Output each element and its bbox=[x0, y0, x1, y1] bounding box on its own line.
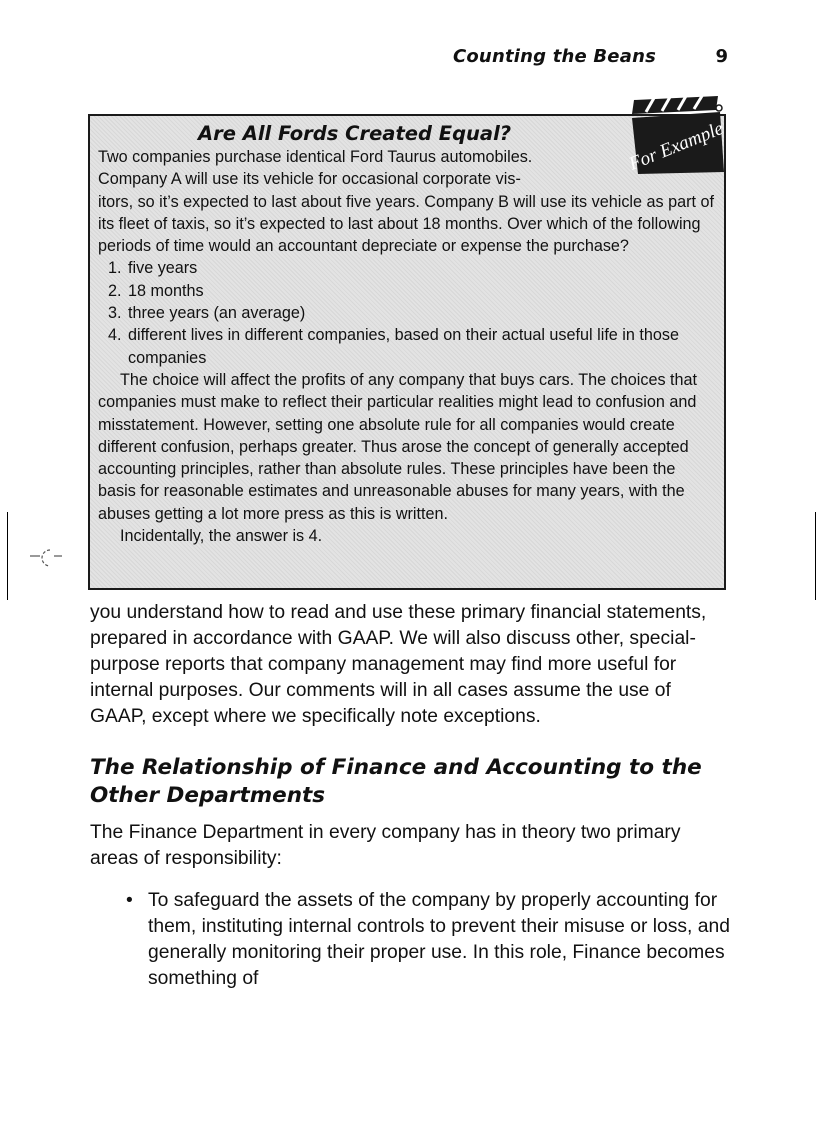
sidebar-explanation: The choice will affect the profits of any company that buys cars. The choices that companies must make to reflect their particular realities might lead to confusion and misstatement. However, setting one absolute rule for all companies would create different confusion, perhaps greater. Thus arose the concept of generally accepted accounting principles, rather than absolute rules. These principles have been the basis for reasonable estimates and unreasonable abuses for many years, with the abuses getting a lot more press as this is written. bbox=[98, 370, 698, 523]
badge-label: For Example bbox=[626, 118, 727, 175]
option-text: five years bbox=[128, 259, 198, 278]
margin-marker-icon bbox=[28, 542, 68, 578]
sidebar-title: Are All Fords Created Equal? bbox=[198, 122, 512, 145]
list-item bbox=[98, 280, 716, 302]
body-paragraph-1: you understand how to read and use these primary financial statements, prepared in accordance with GAAP. We will also discuss other, special-purpose reports that company management may find more useful for internal purposes. Our comments will in all cases assume the use of GAAP, except where we specifically note exceptions. bbox=[90, 602, 707, 727]
option-number: 4. bbox=[108, 326, 122, 345]
page-number: 9 bbox=[715, 46, 728, 67]
main-body bbox=[90, 600, 730, 992]
list-item bbox=[98, 324, 716, 369]
section-heading: The Relationship of Finance and Accounting to the Other Departments bbox=[90, 755, 702, 808]
option-number: 2. bbox=[108, 281, 122, 300]
list-item bbox=[98, 302, 716, 324]
bullet-icon: • bbox=[126, 890, 133, 911]
list-item bbox=[126, 888, 730, 992]
body-paragraph-2: The Finance Department in every company has in theory two primary areas of responsibility: bbox=[90, 822, 681, 869]
sidebar-intro-line-2: Company A will use its vehicle for occasional corporate vis- bbox=[98, 170, 521, 189]
responsibility-list bbox=[90, 888, 730, 992]
list-item bbox=[98, 257, 716, 279]
sidebar-options-list bbox=[98, 257, 716, 368]
bullet-text: To safeguard the assets of the company by properly accounting for them, instituting internal controls to prevent their misuse or loss, and generally monitoring their proper use. In this role, Finance becomes something of bbox=[148, 890, 730, 989]
sidebar-answer: Incidentally, the answer is 4. bbox=[120, 527, 323, 546]
option-text: 18 months bbox=[128, 281, 204, 300]
sidebar-intro-line-1: Two companies purchase identical Ford Taurus automobiles. bbox=[98, 148, 533, 166]
option-number: 1. bbox=[108, 259, 122, 278]
option-text: three years (an average) bbox=[128, 304, 306, 323]
option-text: different lives in different companies, based on their actual useful life in those companies bbox=[128, 326, 680, 367]
option-number: 3. bbox=[108, 304, 122, 323]
for-example-badge-icon bbox=[624, 94, 734, 184]
running-head-title: Counting the Beans bbox=[452, 46, 656, 67]
left-margin-rule bbox=[7, 512, 8, 600]
for-example-sidebar bbox=[88, 114, 726, 590]
sidebar-intro-text: itors, so it’s expected to last about five years. Company B will use its vehicle as part of its fleet of taxis, so it’s expected to last about 18 months. Over which of the following periods of time would an accountant depreciate or expense the purchase? bbox=[98, 192, 715, 256]
